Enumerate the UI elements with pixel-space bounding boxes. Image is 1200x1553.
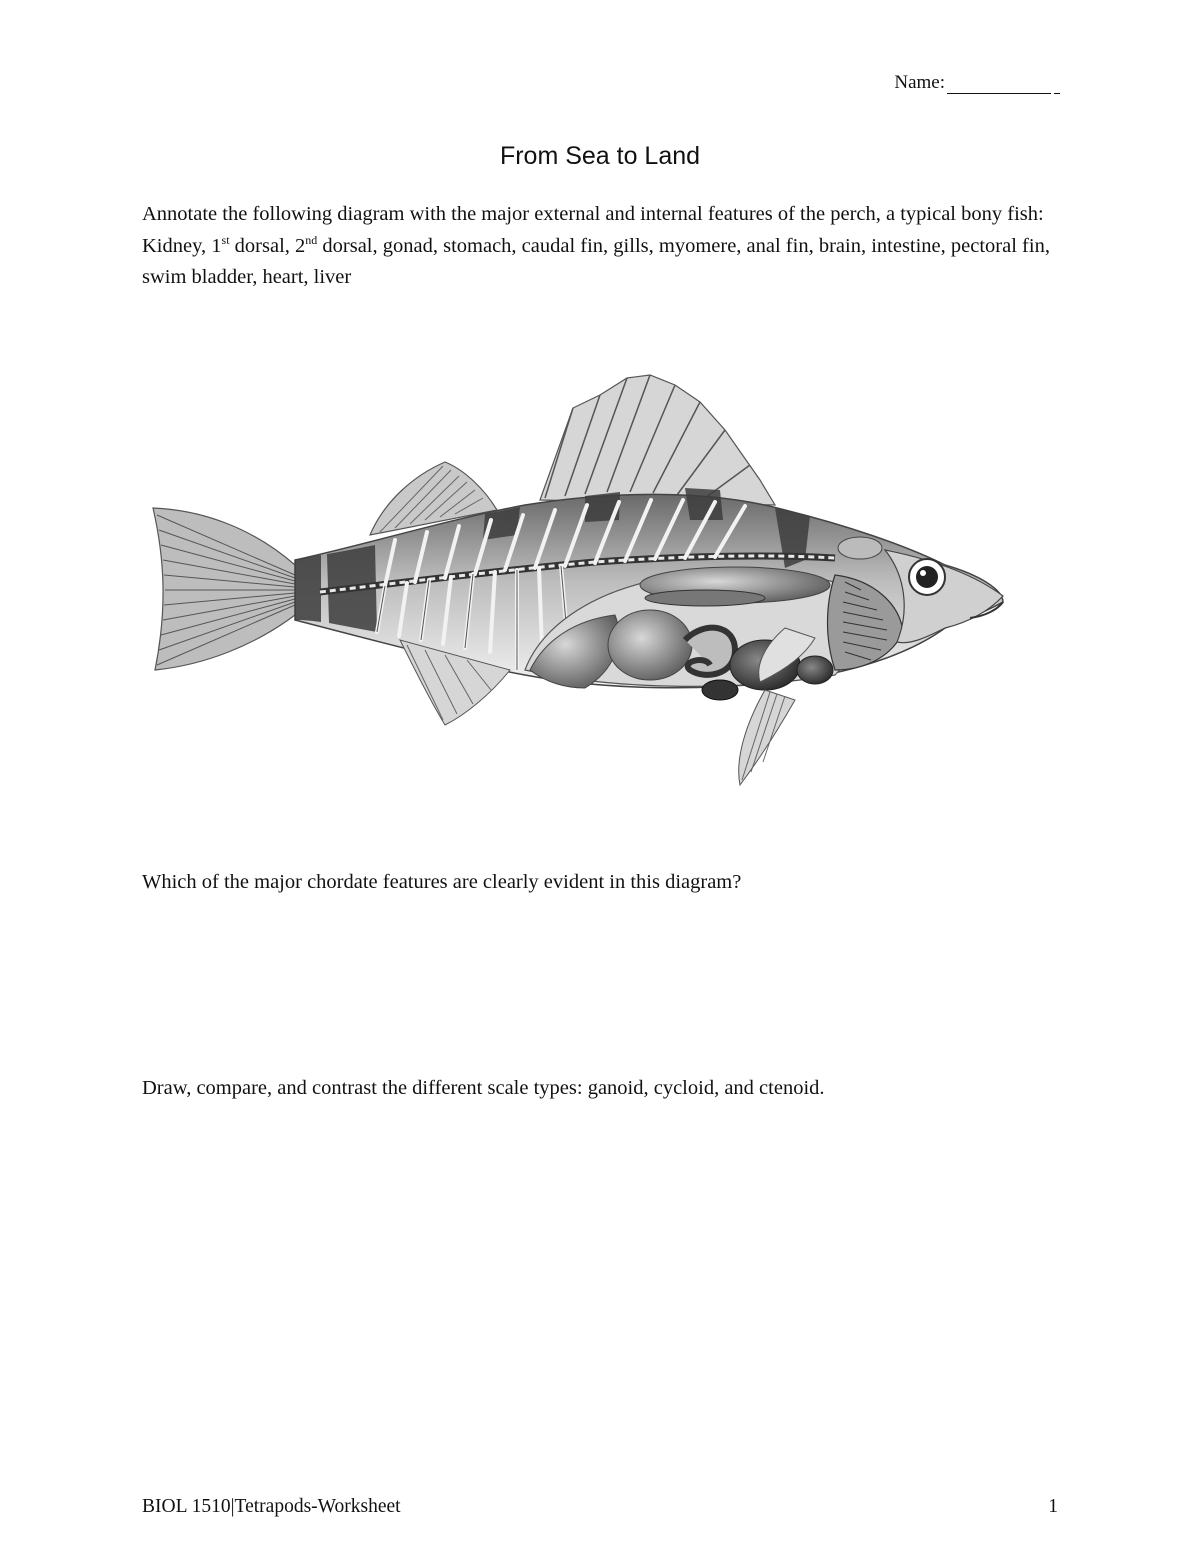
intro-sup-st: st [221, 232, 230, 247]
question-chordate-features: Which of the major chordate features are clearly evident in this diagram? [142, 871, 742, 893]
pelvic-fin [739, 690, 795, 785]
name-blank-line[interactable] [947, 77, 1051, 94]
spleen [702, 680, 738, 700]
page-number: 1 [1048, 1496, 1058, 1517]
page-footer [142, 1496, 1058, 1518]
name-blank-tail [1054, 79, 1060, 94]
stomach [608, 610, 692, 680]
intro-paragraph [142, 199, 1072, 294]
intro-text-2: dorsal, 2 [229, 234, 306, 257]
caudal-fin [153, 508, 295, 670]
name-field[interactable] [894, 72, 1060, 94]
heart [797, 656, 833, 684]
first-dorsal-fin [540, 375, 775, 505]
intro-sup-nd: nd [305, 232, 318, 247]
intro-text-1: Annotate the following diagram with the major external and internal features of the perch, a typical bony fish: Kidney, 1 [142, 203, 1044, 257]
brain [838, 537, 882, 559]
intro-text-3: dorsal, gonad, stomach, caudal fin, gills, myomere, anal fin, brain, intestine, pectoral fin, swim bladder, heart, liver [142, 234, 1050, 288]
footer-course: BIOL 1510|Tetrapods-Worksheet [142, 1496, 401, 1517]
question-scale-types: Draw, compare, and contrast the different scale types: ganoid, cycloid, and ctenoid. [142, 1077, 825, 1099]
name-label: Name: [894, 72, 945, 93]
eye [909, 559, 945, 595]
perch-anatomy-diagram [145, 370, 1015, 790]
kidney [645, 590, 765, 606]
page-title: From Sea to Land [499, 142, 701, 170]
